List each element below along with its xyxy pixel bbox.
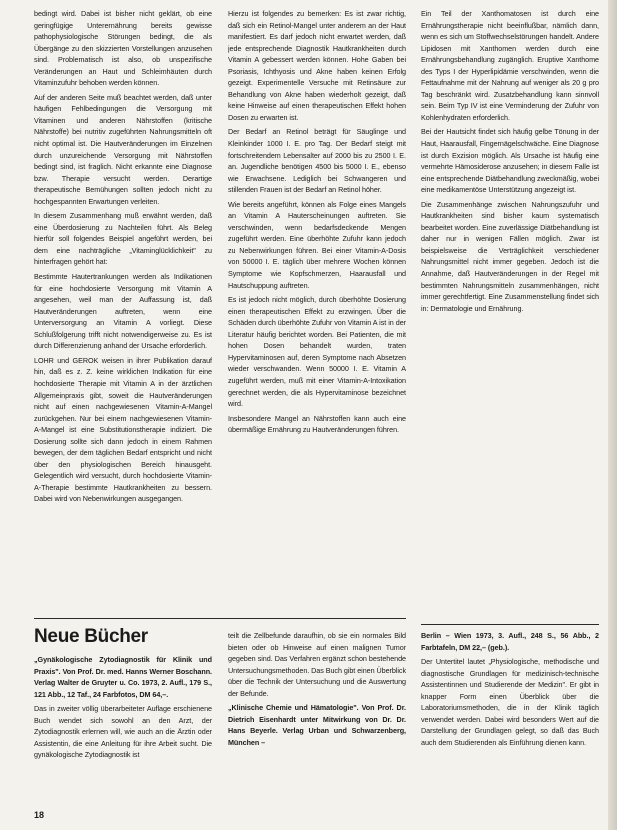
paragraph: Auf der anderen Seite muß beachtet werden, daß unter häufigen Fehlbedingungen die Versorgung mit Vitaminen und anderen Nährstoffen (kritische Nährstoffe) bei nutritiv zugeführten Nahrungsmitteln oft nicht optimal ist. Die Hautveränderungen im Einzelnen durch unzureichende Versorgung mit Nährstoffen bedingt sind, ist fraglich. Nicht erkannte eine Diagnose bzw. Therapie versucht werden. Derartige therapeutische Bemühungen sollten jedoch nicht zu hochgespannten Erwartungen verleiten.: [34, 92, 212, 206]
paragraph: In diesem Zusammenhang muß erwähnt werden, daß eine Überdosierung zu Nachteilen führt. Als Beleg hierfür soll folgendes Beispiel angeführt werden, bei dem eine nachträgliche „Vitaminglücklichkeit" zu hinterfragen gehört hat:: [34, 211, 212, 267]
paragraph: Ein Teil der Xanthomatosen ist durch eine Ernährungstherapie nicht beeinflußbar, nämlich dann, wenn es sich um Stoffwechselstörungen handelt. Andere Lipidosen mit Xanthomen werden durch eine Ernährungsbehandlung zugänglich. Eruptive Xanthome des Typs I der Hyperlipidämie verschwinden, wenn die Fettaufnahme mit der Nahrung auf weniger als 20 g pro Tag beschränkt wird. Zusatzbehandlung kann sinnvoll sein. Beim Typ IV ist eine Verminderung der Zufuhr von Kohlenhydraten erforderlich.: [421, 9, 599, 122]
paragraph: Hierzu ist folgendes zu bemerken: Es ist zwar richtig, daß sich ein Retinol-Mangel unter anderem an der Haut manifestiert. Es darf jedoch nicht erwartet werden, daß jede entsprechende Diagnostik Hautkrankheiten durch Vitamin A gebessert werden können. Hohe Gaben bei Psoriasis, Ichthyosis und Akne haben keinen Erfolg gezeigt. Experimentelle Versuche mit Retinsäure zur Behandlung von Akne haben wiederholt gezeigt, daß keine Hinweise auf einen therapeutischen Effekt hohen Dosen zu erwarten ist.: [228, 9, 406, 122]
paragraph: Wie bereits angeführt, können als Folge eines Mangels an Vitamin A Hauterscheinungen auftreten. Sie verschwinden, wenn bedarfsdeckende Mengen zugeführt werden. Eine überhöhte Zufuhr kann jedoch zu Nebenwirkungen führen. Bei einer Vitamin-A-Dosis von 50000 I. E. täglich über mehrere Wochen können Symptome wie Kopfschmerzen, Haarausfall und Hautschuppung auftreten.: [228, 199, 406, 290]
page-edge-shadow: [608, 0, 617, 830]
paragraph: Bei der Hautsicht findet sich häufig gelbe Tönung in der Haut, Haarausfall, Fingernägelschwäche. Eine Diagnose ist durch Exzision möglich. Als Ursache ist häufig eine vermehrte Hämosiderose anzusehen; in diesem Falle ist eine entsprechende Diätbehandlung zweckmäßig, wobei eine medikamentöse Unterstützung angezeigt ist.: [421, 127, 599, 195]
section-title: Neue Bücher: [34, 626, 148, 647]
paragraph: Bestimmte Hautertrankungen werden als Indikationen für eine hochdosierte Versorgung mit Vitamin A angesehen, weil man der Auffassung ist, daß Hautveränderungen auftreten, wenn eine Unterversorgung an Vitamin A vorliegt. Diese Schlußfolgerung trifft nicht notwendigerweise zu. Es ist durch Differenzierung anhand der Ursache erforderlich.: [34, 272, 212, 351]
paragraph: Die Zusammenhänge zwischen Nahrungszufuhr und Hautkrankheiten sind bisher kaum systematisch bearbeitet worden. Eine zuverlässige Diätbehandlung ist daher nur in wenigen Fällen möglich. Zwar ist beispielsweise die Verträglichkeit verschiedener Nahrungsmittel nicht immer gegeben. Jedoch ist die Annahme, daß Hautveränderungen in der Regel mit bestimmten Nahrungsmitteln zusammenhängen, nicht immer gerechtfertigt. Eine Zusammenstellung findet sich in: Dermatologie und Ernährung.: [421, 199, 599, 313]
paragraph: Das in zweiter völlig überarbeiteter Auflage erschienene Buch wendet sich sowohl an den Arzt, der Zytodiagnostik erlernen will, wie auch an die Ärztin oder Assistentin, die eine Anleitung für ihre Arbeit sucht. Die gynäkologische Zytodiagnostik ist: [34, 704, 212, 760]
paragraph: Insbesondere Mangel an Nährstoffen kann auch eine übermäßige Ernährung zu Hautveränderungen führen.: [228, 413, 406, 435]
book-citation: „Klinische Chemie und Hämatologie". Von Prof. Dr. Dietrich Eisenhardt unter Mitwirkung von Dr. Dr. Hans Beyerle. Verlag Urban und Schwarzenberg, München –: [228, 703, 406, 747]
text-column-2: [228, 8, 406, 612]
paragraph: Es ist jedoch nicht möglich, durch überhöhte Dosierung einen therapeutischen Effekt zu erzwingen. Über die Schäden durch überhöhte Zufuhr von Vitamin A ist in der Literatur häufig berichtet worden. Bei Patienten, die mit hohen Dosen behandelt wurden, traten Hypervitaminosen auf, deren Symptome nach Absetzen wieder verschwanden. Wenn 50000 I. E. Vitamin A zugeführt werden, muß mit einer Vitamin-A-Intoxikation gerechnet werden, die als Hypervitaminose bezeichnet wird.: [228, 295, 406, 409]
section-divider: [34, 618, 406, 619]
paragraph: bedingt wird. Dabei ist bisher nicht geklärt, ob eine geringfügige Unterernährung bereits gewisse pathophysiologische Störungen bedingt, die als Übergänge zu den skizzierten Vorstellungen anzusehen sind. Problematisch ist also, ob unspezifische Veränderungen an Haut und Schleimhäuten durch Vitaminzufuhr behoben werden können.: [34, 9, 212, 88]
section-divider: [421, 624, 599, 625]
book-citation: Berlin – Wien 1973, 3. Aufl., 248 S., 56 Abb., 2 Farbtafeln, DM 22,– (geb.).: [421, 631, 599, 652]
book-review-1: [34, 654, 212, 814]
text-column-1: [34, 8, 212, 612]
text-column-3: [421, 8, 599, 612]
paragraph: Der Bedarf an Retinol beträgt für Säuglinge und Kleinkinder 1000 I. E. pro Tag. Der Bedarf steigt mit fortschreitendem Lebensalter auf 2000 bis zu 2500 I. E. an. Jugendliche benötigen 4500 bis 5000 I. E., ebenso wie Erwachsene. Lediglich bei Schwangeren und stillenden Frauen ist der Bedarf an Retinol höher.: [228, 127, 406, 195]
book-citation: „Gynäkologische Zytodiagnostik für Klinik und Praxis". Von Prof. Dr. med. Hanns Werner Boschann. Verlag Walter de Gruyter u. Co. 1973, 2. Aufl., 179 S., 121 Abb., 12 Taf., 24 Farbfotos, DM 64,–.: [34, 655, 212, 699]
book-review-2: [228, 630, 406, 810]
book-review-3: [421, 630, 599, 810]
page-number: 18: [34, 810, 45, 820]
paragraph: LOHR und GEROK weisen in ihrer Publikation darauf hin, daß es z. Z. keine wirklichen Indikation für eine hochdosierte Therapie mit Vitamin A in der ärztlichen Allgemeinpraxis gibt, soweit die Hautveränderungen nicht auf einen nachgewiesenen Vitamin-A-Mangel zurückgehen. Nur bei einem nachgewiesenen Vitamin-A-Mangel ist eine Substitutionstherapie indiziert. Die Dosierung sollte sich dann jedoch in einem Rahmen bewegen, der dem täglichen Bedarf entspricht und nicht über den physiologischen Bereich hinausgeht. Gelegentlich wird versucht, durch hochdosierte Vitamin-A-Therapie bestimmte Hautkrankheiten zu bessern. Dabei wird von Nebenwirkungen ausgegangen.: [34, 355, 212, 504]
paragraph: teilt die Zellbefunde daraufhin, ob sie ein normales Bild bieten oder ob Hinweise auf einen malignen Tumor gegeben sind. Das Verfahren ergänzt schon bestehende Untersuchungsmethoden. Das Buch gibt einen Überblick über die Technik der Untersuchung und die Auswertung der Befunde.: [228, 631, 406, 698]
paragraph: Der Untertitel lautet „Physiologische, methodische und diagnostische Grundlagen für medizinisch-technische Assistentinnen und Studierende der Medizin". Er gibt in knapper Form einen Überblick über die Laboratoriumsmethoden, die in der Klinik täglich verwendet werden. Dabei wird besonders Wert auf die Darstellung der Grundlagen gelegt, so daß das Buch auch dem Studierenden als Einführung dienen kann.: [421, 657, 599, 747]
